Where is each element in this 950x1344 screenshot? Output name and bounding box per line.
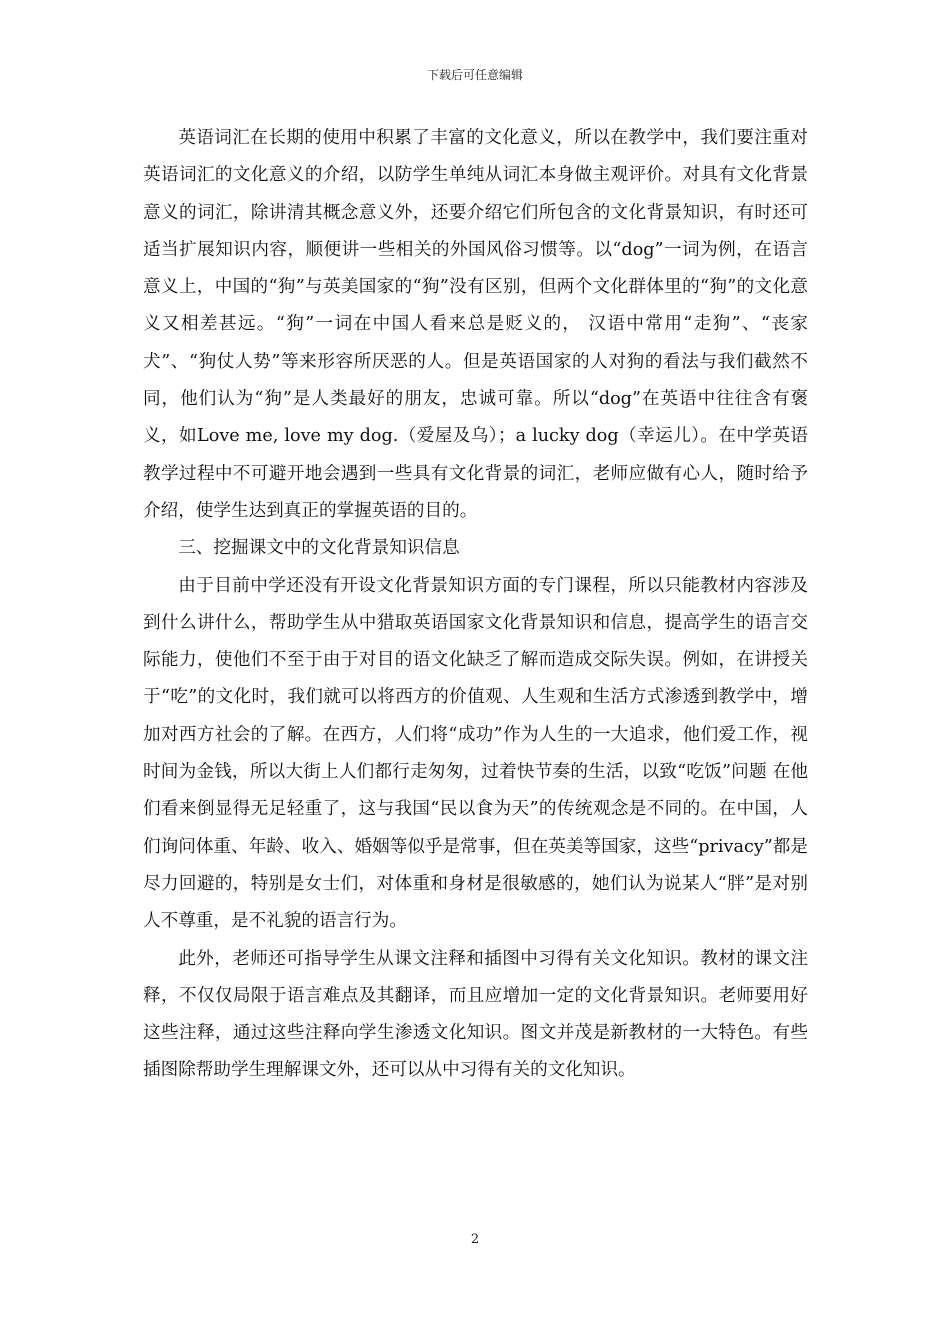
document-body [143,120,808,1090]
paragraph-notes-illustrations: 此外，老师还可指导学生从课文注释和插图中习得有关文化知识。教材的课文注释，不仅仅局限于语言难点及其翻译，而且应增加一定的文化背景知识。老师要用好这些注释，通过这些注释向学生渗透文化知识。图文并茂是新教材的一大特色。有些插图除帮助学生理解课文外，还可以从中习得有关的文化知识。 [143,948,808,1081]
page-header: 下载后可任意编辑 [426,68,523,82]
section-heading: 三、挖掘课文中的文化背景知识信息 [178,538,460,559]
page-number: 2 [470,1232,480,1247]
paragraph-textbook-background: 由于目前中学还没有开设文化背景知识方面的专门课程，所以只能教材内容涉及到什么讲什么，帮助学生从中猎取英语国家文化背景知识和信息，提高学生的语言交际能力，使他们不至于由于对目的语文化缺乏了解而造成交际失误。例如，在讲授关于“吃”的文化时，我们就可以将西方的价值观、人生观和生活方式渗透到教学中，增加对西方社会的了解。在西方，人们将“成功”作为人生的一大追求，他们爱工作，视时间为金钱，所以大街上人们都行走匆匆，过着快节奏的生活，以致“吃饭”问题 在他们看来倒显得无足轻重了，这与我国“民以食为天”的传统观念是不同的。在中国，人们询问体重、年龄、收入、婚姻等似乎是常事，但在英美等国家，这些“privacy”都是尽力回避的，特别是女士们，对体重和身材是很敏感的，她们认为说某人“胖”是对别人不尊重，是不礼貌的语言行为。 [143,575,808,932]
paragraph-vocabulary-culture: 英语词汇在长期的使用中积累了丰富的文化意义，所以在教学中，我们要注重对英语词汇的文化意义的介绍，以防学生单纯从词汇本身做主观评价。对具有文化背景意义的词汇，除讲清其概念意义外，还要介绍它们所包含的文化背景知识，有时还可适当扩展知识内容，顺便讲一些相关的外国风俗习惯等。以“dog”一词为例，在语言意义上，中国的“狗”与英美国家的“狗”没有区别，但两个文化群体里的“狗”的文化意义又相差甚远。“狗”一词在中国人看来总是贬义的， 汉语中常用“走狗”、“丧家犬”、“狗仗人势”等来形容所厌恶的人。但是英语国家的人对狗的看法与我们截然不同，他们认为“狗”是人类最好的朋友，忠诚可靠。所以“dog”在英语中往往含有褒义，如Love me, love my dog.（爱屋及乌）；a lucky dog（幸运儿）。在中学英语教学过程中不可避开地会遇到一些具有文化背景的词汇，老师应做有心人，随时给予介绍，使学生达到真正的掌握英语的目的。 [143,128,808,521]
